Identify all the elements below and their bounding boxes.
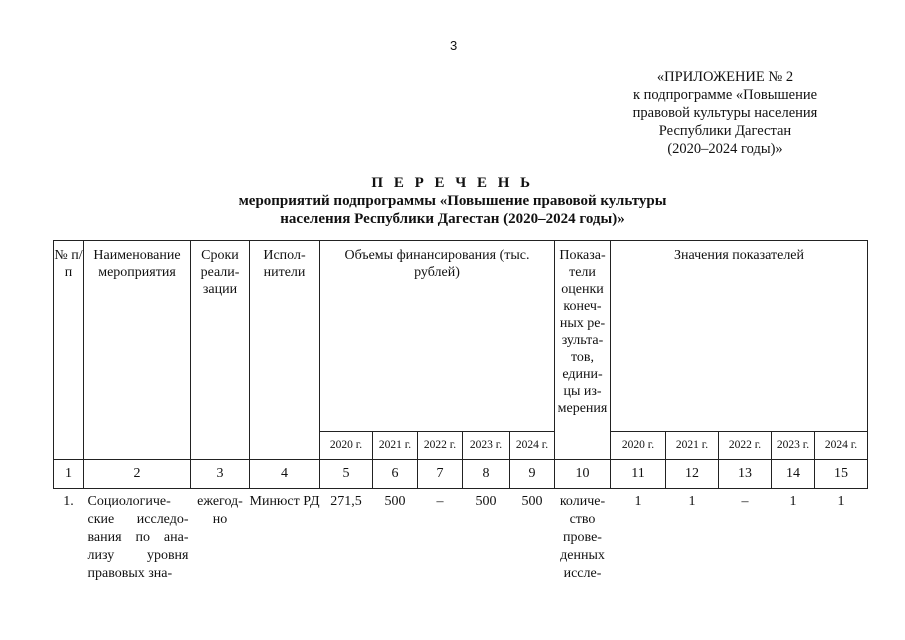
document-title <box>0 174 905 228</box>
appendix-line-1: «ПРИЛОЖЕНИЕ № 2 <box>656 69 794 85</box>
column-number: 14 <box>772 460 815 489</box>
fin-year-cell: 2022 г. <box>418 432 463 460</box>
row-fin-value: – <box>436 494 444 509</box>
column-number: 1 <box>54 460 84 489</box>
fin-year-cell: 2020 г. <box>320 432 373 460</box>
row-terms: ежегод-но <box>197 494 243 527</box>
row-indicator-value: – <box>741 494 749 509</box>
column-number: 8 <box>463 460 510 489</box>
header-executors: Испол-нители <box>250 241 320 460</box>
val-year-cell: 2020 г. <box>611 432 666 460</box>
title-line-1: П Е Р Е Ч Е Н Ь <box>371 175 534 191</box>
header-row <box>54 241 868 432</box>
row-indicator-value: 1 <box>688 494 696 509</box>
column-number: 11 <box>611 460 666 489</box>
title-line-2: мероприятий подпрограммы «Повышение правовой культуры <box>238 193 667 209</box>
column-numbers-row <box>54 460 868 489</box>
row-indicator-value: 1 <box>634 494 642 509</box>
column-number: 13 <box>719 460 772 489</box>
row-num: 1. <box>63 494 74 509</box>
table-row <box>54 489 868 594</box>
column-number: 5 <box>320 460 373 489</box>
appendix-line-4: Республики Дагестан <box>658 123 792 139</box>
appendix-line-5: (2020–2024 годы)» <box>667 141 783 157</box>
column-number: 10 <box>555 460 611 489</box>
header-values: Значения показателей <box>611 241 868 432</box>
val-year-cell: 2021 г. <box>666 432 719 460</box>
val-year-cell: 2024 г. <box>815 432 868 460</box>
column-number: 7 <box>418 460 463 489</box>
row-indicator-value: 1 <box>789 494 797 509</box>
row-fin-value: 271,5 <box>330 494 362 509</box>
title-line-3: населения Республики Дагестан (2020–2024 годы)» <box>280 211 625 227</box>
header-indicators: Показа-тели оценки конеч-ных ре-зульта-тов, едини-цы из-мерения <box>555 241 611 460</box>
header-terms: Сроки реали-зации <box>191 241 250 460</box>
row-indicator: количе-ство прове-денных иссле- <box>559 494 606 581</box>
column-number: 12 <box>666 460 719 489</box>
row-fin-value: 500 <box>384 494 406 509</box>
row-indicator-value: 1 <box>837 494 845 509</box>
measures-table <box>53 240 868 593</box>
header-financing: Объемы финансирования (тыс. рублей) <box>320 241 555 432</box>
column-number: 4 <box>250 460 320 489</box>
column-number: 6 <box>373 460 418 489</box>
page-number: 3 <box>450 38 458 53</box>
val-year-cell: 2022 г. <box>719 432 772 460</box>
appendix-header <box>600 68 850 158</box>
row-fin-value: 500 <box>475 494 497 509</box>
column-number: 15 <box>815 460 868 489</box>
header-name: Наименование мероприятия <box>84 241 191 460</box>
val-year-cell: 2023 г. <box>772 432 815 460</box>
column-number: 9 <box>510 460 555 489</box>
row-name: Социологиче-ские исследо-вания по ана-лизу уровня правовых зна- <box>87 494 189 581</box>
header-num: № п/п <box>54 241 84 460</box>
column-number: 3 <box>191 460 250 489</box>
appendix-line-2: к подпрограмме «Повышение <box>632 87 818 103</box>
row-fin-value: 500 <box>521 494 543 509</box>
appendix-line-3: правовой культуры населения <box>632 105 818 121</box>
row-executors: Минюст РД <box>249 494 320 509</box>
fin-year-cell: 2021 г. <box>373 432 418 460</box>
fin-year-cell: 2024 г. <box>510 432 555 460</box>
column-number: 2 <box>84 460 191 489</box>
fin-year-cell: 2023 г. <box>463 432 510 460</box>
